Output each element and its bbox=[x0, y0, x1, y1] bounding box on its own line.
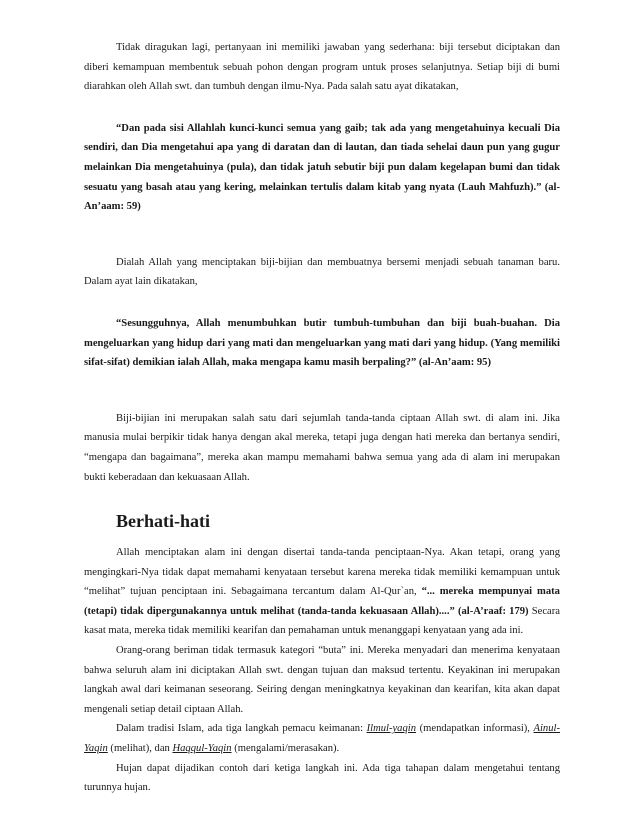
paragraph-disbelievers bbox=[84, 543, 560, 641]
term-haqqul-yaqin: Haqqul-Yaqin bbox=[172, 743, 232, 755]
paragraph-intro: Tidak diragukan lagi, pertanyaan ini memiliki jawaban yang sederhana: biji tersebut diciptakan dan diberi kemampuan membentuk sebuah pohon dengan program untuk proses selanjutnya. Setiap biji di bumi diarahkan oleh Allah swt. dan tumbuh dengan ilmu-Nya. Pada salah satu ayat dikatakan, bbox=[84, 42, 560, 93]
paragraph-believers: Orang-orang beriman tidak termasuk kategori “buta” ini. Mereka menyadari dan menerima kenyataan bahwa seluruh alam ini diciptakan Allah swt. dengan tujuan dan maksud tertentu. Keyakinan ini merupakan langkah awal dari keimanan seseorang. Seiring dengan meningkatnya keyakinan dan kearifan, kita akan dapat mengenali setiap detail ciptaan Allah. bbox=[84, 645, 560, 715]
paragraph-text: (mendapatkan informasi), bbox=[416, 723, 534, 735]
quote-al-anaam-95: “Sesungguhnya, Allah menumbuhkan butir tumbuh-tumbuhan dan biji buah-buahan. Dia mengeluarkan yang hidup dari yang mati dan mengeluarkan yang mati dari yang hidup. (Yang memiliki sifat-sifat) demikian ialah Allah, maka mengapa kamu masih berpaling?” (al-An’aam: 95) bbox=[84, 317, 560, 369]
paragraph-text: Dalam tradisi Islam, ada tiga langkah pemacu keimanan: bbox=[116, 723, 367, 735]
paragraph-text: (mengalami/merasakan). bbox=[231, 743, 340, 755]
document-page bbox=[84, 38, 560, 798]
term-ainul-yaqin: Ainul-Yaqin bbox=[84, 723, 560, 755]
paragraph-rain: Hujan dapat dijadikan contoh dari ketiga langkah ini. Ada tiga tahapan dalam mengetahui tentang turunnya hujan. bbox=[84, 762, 560, 794]
paragraph-creation: Dialah Allah yang menciptakan biji-bijian dan membuatnya bersemi menjadi sebuah tanaman baru. Dalam ayat lain dikatakan, bbox=[84, 256, 560, 288]
quote-al-anaam-59: “Dan pada sisi Allahlah kunci-kunci semua yang gaib; tak ada yang mengetahuinya kecuali Dia sendiri, dan Dia mengetahui apa yang di daratan dan di lautan, dan tiada sehelai daun pun yang gugur melainkan Dia mengetahuinya (pula), dan tidak jatuh sebutir biji pun dalam kegelapan bumi dan tidak sesuatu yang basah atau yang kering, melainkan tertulis dalam kitab yang nyata (Lauh Mahfuzh).” (al-An’aam: 59) bbox=[84, 122, 560, 213]
term-ilmul-yaqin: Ilmul-yaqin bbox=[366, 723, 417, 735]
paragraph-text: (melihat), dan bbox=[107, 743, 173, 755]
section-heading: Berhati-hati bbox=[116, 511, 210, 532]
paragraph-three-steps bbox=[84, 719, 560, 758]
quote-al-araaf-179: “... mereka mempunyai mata (tetapi) tidak dipergunakannya untuk melihat (tanda-tanda kekuasaan Allah)....” (al-A’raaf: 179) bbox=[84, 586, 560, 617]
paragraph-text: Allah menciptakan alam ini dengan disertai tanda-tanda penciptaan-Nya. Akan tetapi, orang yang mengingkari-Nya tidak dapat memahami kenyataan tersebut karena mereka tidak memiliki kemampuan untuk “melihat” tujuan penciptaan ini. Sebagaimana tercantum dalam Al-Qur`an, bbox=[84, 547, 560, 598]
paragraph-signs: Biji-bijian ini merupakan salah satu dari sejumlah tanda-tanda ciptaan Allah swt. di alam ini. Jika manusia mulai berpikir tidak hanya dengan akal mereka, tetapi juga dengan hati mereka dan bertanya sendiri, “mengapa dan bagaimana”, mereka akan mampu memahami bahwa semua yang ada di alam ini merupakan bukti keberadaan dan kekuasaan Allah. bbox=[84, 412, 560, 483]
paragraph-text: Secara kasat mata, mereka tidak memiliki kearifan dan pemahaman untuk menanggapi kenyataan yang ada ini. bbox=[84, 605, 560, 637]
